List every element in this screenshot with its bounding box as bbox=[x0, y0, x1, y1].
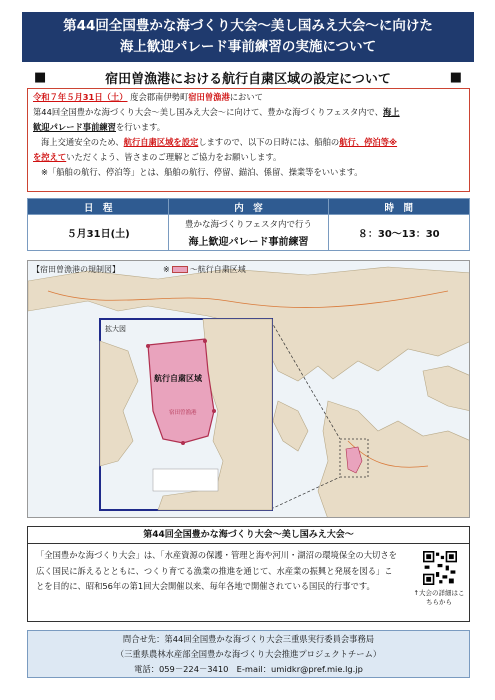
schedule-content-title: 海上歓迎パレード事前練習 bbox=[188, 236, 309, 248]
event-info-title: 第44回全国豊かな海づくり大会～美し国みえ大会～ bbox=[28, 527, 469, 544]
event-info-body: 「全国豊かな海づくり大会」は、「水産資源の保護・管理と海や河川・湖沼の環境保全の大切さを広く国民に訴えるとともに、つくり育てる漁業の推進を通じて、水産業の振興と発展を図る」ことを目的に、昭和56年の第1回大会開催以来、毎年各地で開催されている国民的行事です。 bbox=[36, 550, 397, 591]
square-bullet-icon: ■ bbox=[449, 69, 462, 85]
restricted-zone-label: 航行自粛区域 bbox=[154, 374, 202, 383]
schedule-date: ５月31日(土) bbox=[28, 215, 169, 251]
schedule-table bbox=[27, 198, 470, 251]
schedule-time: ８：30～13：30 bbox=[328, 215, 469, 251]
navigation-notice: 航行、停泊等※ bbox=[339, 137, 398, 147]
intro-line-5-rest: いただくよう、皆さまのご理解とご協力をお願いします。 bbox=[66, 152, 282, 162]
restricted-area-notice: 航行自粛区域を設定 bbox=[123, 137, 199, 147]
intro-event-name: 歓迎パレード事前練習 bbox=[33, 122, 116, 132]
intro-line-4-rest: しますので、以下の日時には、船舶の bbox=[198, 137, 340, 147]
qr-code-icon[interactable] bbox=[423, 551, 457, 585]
title-line-2: 海上歓迎パレード事前練習の実施について bbox=[119, 39, 377, 55]
schedule-content bbox=[169, 215, 328, 251]
schedule-header-time: 時 間 bbox=[328, 199, 469, 215]
contact-phone-email: 電話：059－224－3410 E-mail：umidkr@pref.mie.lg.jp bbox=[134, 664, 363, 674]
refrain-notice: を控えて bbox=[33, 152, 67, 162]
intro-line-2-text: 第44回全国豊かな海づくり大会～美し国みえ大会～に向けて、豊かな海づくりフェスタ内で、 bbox=[33, 107, 383, 117]
event-date: 令和７年５月31日（土） bbox=[33, 92, 128, 102]
section-heading-text: 宿田曽漁港における航行自粛区域の設定について bbox=[105, 71, 391, 87]
contact-department: （三重県農林水産部全国豊かな海づくり大会推進プロジェクトチーム） bbox=[115, 649, 382, 659]
legend-swatch bbox=[172, 266, 188, 273]
regulation-map bbox=[27, 260, 470, 518]
intro-line-4-prefix: 海上交通安全のため、 bbox=[41, 137, 124, 147]
contact-office: 問合せ先：第44回全国豊かな海づくり大会三重県実行委員会事務局 bbox=[122, 634, 375, 644]
intro-line-1 bbox=[33, 90, 464, 105]
place-suffix: において bbox=[229, 92, 263, 102]
intro-line-3 bbox=[33, 120, 464, 135]
square-bullet-icon: ■ bbox=[34, 69, 47, 85]
map-title: 【宿田曽漁港の規制図】 bbox=[32, 265, 120, 274]
intro-line-4 bbox=[33, 135, 464, 150]
legend-text: ～航行自粛区域 bbox=[189, 265, 246, 274]
intro-notice bbox=[27, 88, 470, 192]
section-heading bbox=[22, 68, 474, 86]
title-line-1: 第44回全国豊かな海づくり大会～美し国みえ大会～に向けた bbox=[63, 18, 433, 34]
intro-highlight: 海上 bbox=[383, 107, 400, 117]
port-label: 宿田曽漁港 bbox=[169, 410, 197, 416]
intro-line-3-rest: を行います。 bbox=[115, 122, 166, 132]
port-name: 宿田曽漁港 bbox=[188, 92, 230, 102]
event-info bbox=[27, 526, 470, 622]
map-graphic bbox=[28, 261, 470, 518]
schedule-header-content: 内 容 bbox=[169, 199, 328, 215]
map-legend bbox=[163, 264, 246, 275]
qr-caption: ↑大会の詳細はこちらから bbox=[413, 589, 465, 606]
intro-footnote: ※「船舶の航行、停泊等」とは、船舶の航行、停留、錨泊、係留、操業等をいいます。 bbox=[41, 167, 363, 177]
legend-mark: ※ bbox=[163, 265, 170, 274]
contact-box bbox=[27, 630, 470, 678]
intro-line-2 bbox=[33, 105, 464, 120]
place-prefix: 度会郡南伊勢町 bbox=[130, 92, 189, 102]
schedule-header-date: 日 程 bbox=[28, 199, 169, 215]
enlarged-label: 拡大図 bbox=[105, 325, 126, 333]
intro-line-5 bbox=[33, 150, 464, 165]
schedule-content-note: 豊かな海づくりフェスタ内で行う bbox=[184, 219, 313, 230]
page-title-banner bbox=[22, 12, 474, 62]
